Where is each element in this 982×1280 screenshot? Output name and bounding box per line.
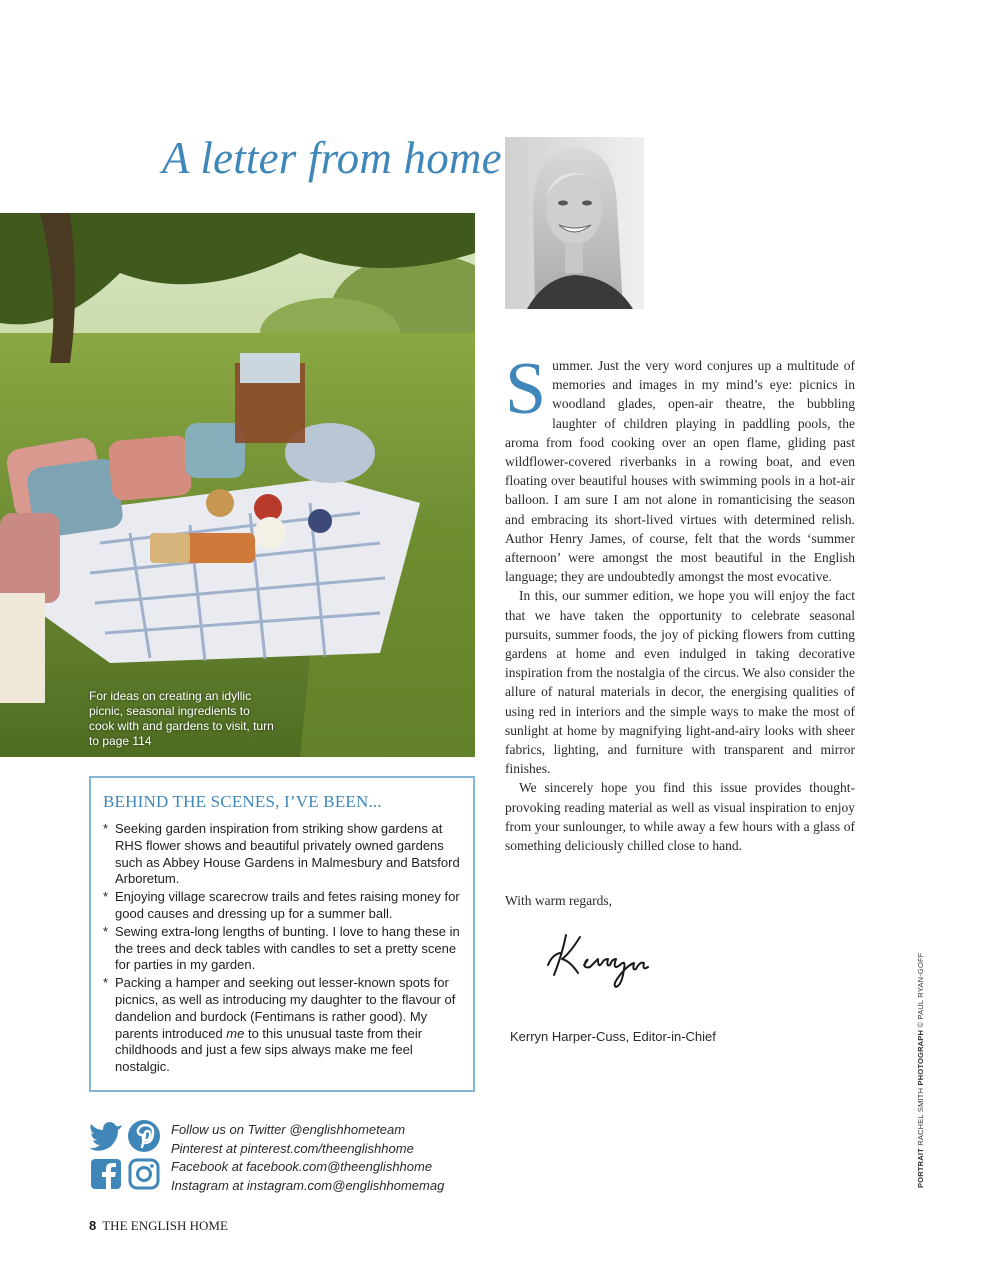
bullet-star: * xyxy=(103,975,109,991)
social-icons xyxy=(89,1119,165,1191)
list-item xyxy=(103,924,461,974)
page-title: A letter from home xyxy=(162,133,502,183)
letter-body xyxy=(505,348,855,855)
drop-cap: S xyxy=(505,348,547,430)
editor-name: Kerryn Harper-Cuss, Editor-in-Chief xyxy=(510,1029,716,1044)
editor-portrait xyxy=(505,137,644,309)
list-item xyxy=(103,821,461,888)
facebook-icon[interactable] xyxy=(89,1157,123,1191)
credit-portrait-label: PORTRAIT xyxy=(916,1148,925,1188)
letter-paragraph: We sincerely hope you find this issue provides thought-provoking reading material as well as visual inspiration to enjoy from your sunlounger, to while away a few hours with a glass of something deliciously chilled close to hand. xyxy=(505,780,855,854)
list-item-text: Seeking garden inspiration from striking show gardens at RHS flower shows and beautiful privately owned gardens such as Abbey House Gardens in Malmesbury and Batsford Arboretum. xyxy=(115,821,460,887)
behind-the-scenes-list xyxy=(103,821,461,1076)
list-item-text: Packing a hamper and seeking out lesser-known spots for picnics, as well as introducing my daughter to the flavour of dandelion and burdock (Fentimans is rather good). My parents introduced xyxy=(115,975,456,1041)
letter-paragraph: In this, our summer edition, we hope you will enjoy the fact that we have taken the opportunity to celebrate seasonal pursuits, summer foods, the joy of picking flowers from cutting gardens at home and even indulged in taking decorative inspiration from the nostalgia of the circus. We also consider the allure of natural materials in decor, the energising qualities of using red in interiors and the simple ways to make the most of sunlight at home by magnifying light-and-airy looks with sheer fabrics, lighting, and furniture with transparent and mirror finishes. xyxy=(505,588,855,777)
pinterest-link[interactable]: Pinterest at pinterest.com/theenglishhome xyxy=(171,1140,414,1156)
photo-credit xyxy=(916,952,925,1188)
twitter-link[interactable]: Follow us on Twitter @englishhometeam xyxy=(171,1122,406,1137)
instagram-link[interactable]: Instagram at instagram.com@englishhomemag xyxy=(171,1177,445,1193)
photo-caption: For ideas on creating an idyllic picnic, seasonal ingredients to cook with and gardens to visit, turn to page 114 xyxy=(89,689,274,748)
list-item-text: to this unusual taste from their childhoods and just a few sips always make me feel nostalgic. xyxy=(115,1025,423,1075)
behind-the-scenes-heading: BEHIND THE SCENES, I’VE BEEN... xyxy=(103,792,382,811)
instagram-icon[interactable] xyxy=(127,1157,161,1191)
social-links xyxy=(89,1119,469,1191)
twitter-icon[interactable] xyxy=(89,1119,123,1153)
list-item-text: Sewing extra-long lengths of bunting. I love to hang these in the trees and deck tables with candles to set a pretty scene for parties in my garden. xyxy=(115,923,460,973)
pinterest-icon[interactable] xyxy=(127,1119,161,1153)
letter-closing: With warm regards, xyxy=(505,893,613,908)
credit-photo-label: PHOTOGRAPH xyxy=(916,1029,925,1086)
social-text xyxy=(171,1121,471,1195)
letter-paragraph-text: ummer. Just the very word conjures up a multitude of memories and images in my mind’s eye: picnics in woodland glades, open-air theatre, the bubbling laughter of children playing in paddling pools, the aroma from food cooking over an open flame, gliding past wildflower-covered riverbanks in a rowing boat, and even floating over beautiful houses with swimming pools in a hot-air balloon. I am sure I am not alone in romanticising the season and embracing its short-lived virtues with determined relish. Author Henry James, of course, felt that the words ‘summer afternoon’ were amongst the most beautiful in the English language; they are undoubtedly amongst the most evocative. xyxy=(505,358,855,585)
facebook-link[interactable]: Facebook at facebook.com@theenglishhome xyxy=(171,1159,433,1174)
bullet-star: * xyxy=(103,821,109,836)
bullet-star: * xyxy=(103,923,109,939)
behind-the-scenes-box xyxy=(89,776,475,1092)
credit-portrait-name: RACHEL SMITH xyxy=(916,1087,925,1146)
handwritten-signature xyxy=(540,925,660,995)
credit-photo-name: © PAUL RYAN-GOFF xyxy=(916,952,925,1028)
letter-paragraph xyxy=(505,348,855,586)
magazine-name: THE ENGLISH HOME xyxy=(102,1218,228,1233)
list-item xyxy=(103,975,461,1076)
list-item-emphasis: me xyxy=(226,1025,245,1041)
page-footer xyxy=(89,1218,228,1234)
list-item xyxy=(103,889,461,923)
bullet-star: * xyxy=(103,889,109,905)
picnic-photo xyxy=(0,213,475,757)
page-number: 8 xyxy=(89,1218,97,1233)
list-item-text: Enjoying village scarecrow trails and fetes raising money for good causes and dressing up for a summer ball. xyxy=(115,889,460,921)
